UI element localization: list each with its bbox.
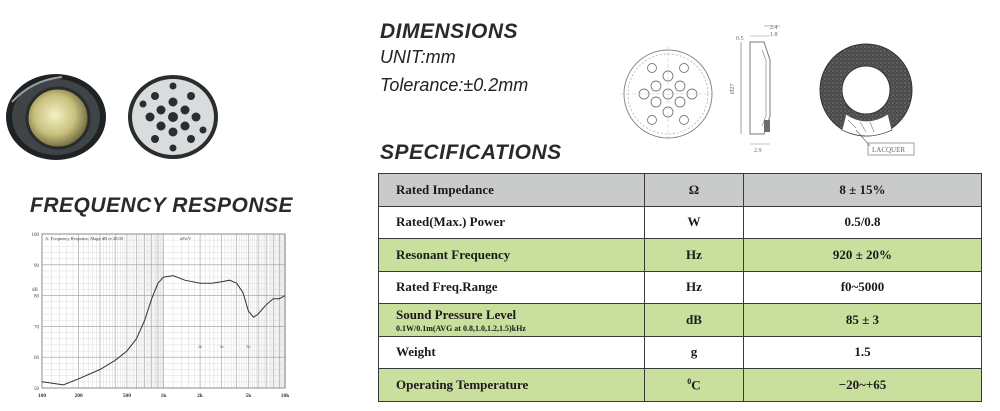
x-tick-label: 5k bbox=[245, 393, 252, 399]
table-row bbox=[379, 239, 982, 272]
unit-label: UNIT:mm bbox=[380, 47, 456, 67]
spec-value: 920 ± 20% bbox=[744, 239, 982, 272]
x-tick-label-inner: 3k bbox=[219, 344, 224, 349]
table-row bbox=[379, 304, 982, 337]
spec-unit: W bbox=[645, 206, 744, 239]
y-tick-label: 70 bbox=[34, 325, 39, 331]
spec-unit: g bbox=[645, 336, 744, 369]
table-row bbox=[379, 206, 982, 239]
tolerance-label: Tolerance:±0.2mm bbox=[380, 75, 529, 95]
chart-title: A: Frequency Response, Magn dB re 20.00 bbox=[45, 236, 123, 241]
table-row bbox=[379, 336, 982, 369]
y-tick-label: 80 bbox=[34, 294, 39, 300]
grille-drawing bbox=[618, 44, 718, 144]
spec-unit: Hz bbox=[645, 239, 744, 272]
table-row bbox=[379, 271, 982, 304]
dim-label-2-9: 2.9 bbox=[754, 148, 762, 154]
spec-name: Resonant Frequency bbox=[379, 239, 645, 272]
ring-lacquer-drawing bbox=[808, 42, 932, 162]
x-tick-label: 2k bbox=[197, 393, 203, 399]
y-tick-label: 90 bbox=[34, 263, 39, 269]
spec-note: 0.1W/0.1m(AVG at 0.8,1.0,1.2,1.5)kHz bbox=[396, 323, 526, 333]
spec-value: 8 ± 15% bbox=[744, 174, 982, 207]
spec-unit-cell bbox=[645, 369, 744, 402]
dim-label-2-4: 2.4 bbox=[770, 25, 778, 31]
spec-value: 85 ± 3 bbox=[744, 304, 982, 337]
spec-value: f0~5000 bbox=[744, 271, 982, 304]
dim-label-1-8: 1.8 bbox=[770, 32, 778, 38]
spec-unit: C bbox=[691, 376, 701, 392]
frequency-response-chart bbox=[28, 224, 293, 404]
x-tick-label-inner: 2k bbox=[197, 344, 203, 349]
frequency-response-heading: FREQUENCY RESPONSE bbox=[30, 194, 293, 217]
x-tick-label-inner: 5k bbox=[246, 344, 251, 349]
spec-value: 1.5 bbox=[744, 336, 982, 369]
y-tick-label: 50 bbox=[34, 387, 39, 392]
dim-label-27: Ø27 bbox=[730, 83, 736, 94]
x-tick-label: 200 bbox=[74, 393, 83, 399]
y-tick-label: 60 bbox=[34, 356, 39, 362]
spec-name: Rated(Max.) Power bbox=[379, 206, 645, 239]
speaker-grille-photo bbox=[125, 72, 221, 162]
x-tick-label: 500 bbox=[122, 393, 132, 399]
spec-name: Rated Impedance bbox=[379, 174, 645, 207]
speaker-front-photo bbox=[2, 72, 114, 162]
table-row bbox=[379, 369, 982, 402]
spec-unit: Ω bbox=[645, 174, 744, 207]
x-tick-label: 10k bbox=[280, 393, 290, 399]
lacquer-label: LACQUER bbox=[872, 146, 906, 154]
dim-label-0-5: 0.5 bbox=[736, 36, 744, 42]
side-profile-drawing bbox=[726, 20, 788, 156]
y-axis-label: dB bbox=[32, 288, 38, 293]
table-row bbox=[379, 174, 982, 207]
degree-superscript: 0 bbox=[687, 376, 692, 386]
chart-title-unit: uPa/V bbox=[180, 236, 192, 241]
spec-unit: Hz bbox=[645, 271, 744, 304]
x-tick-label: 1k bbox=[160, 393, 167, 399]
spec-value: −20~+65 bbox=[744, 369, 982, 402]
y-tick-label: 100 bbox=[31, 233, 39, 238]
spec-name: Weight bbox=[379, 336, 645, 369]
x-tick-label: 100 bbox=[37, 393, 47, 399]
spec-value: 0.5/0.8 bbox=[744, 206, 982, 239]
spec-unit: dB bbox=[645, 304, 744, 337]
frequency-response-svg bbox=[28, 224, 293, 404]
specifications-heading: SPECIFICATIONS bbox=[380, 141, 562, 164]
specifications-table bbox=[378, 173, 982, 402]
spec-name: Rated Freq.Range bbox=[379, 271, 645, 304]
spec-name-cell bbox=[379, 304, 645, 337]
spec-name: Operating Temperature bbox=[379, 369, 645, 402]
dimensions-heading: DIMENSIONS bbox=[380, 20, 519, 43]
spec-name: Sound Pressure Level bbox=[396, 306, 517, 322]
